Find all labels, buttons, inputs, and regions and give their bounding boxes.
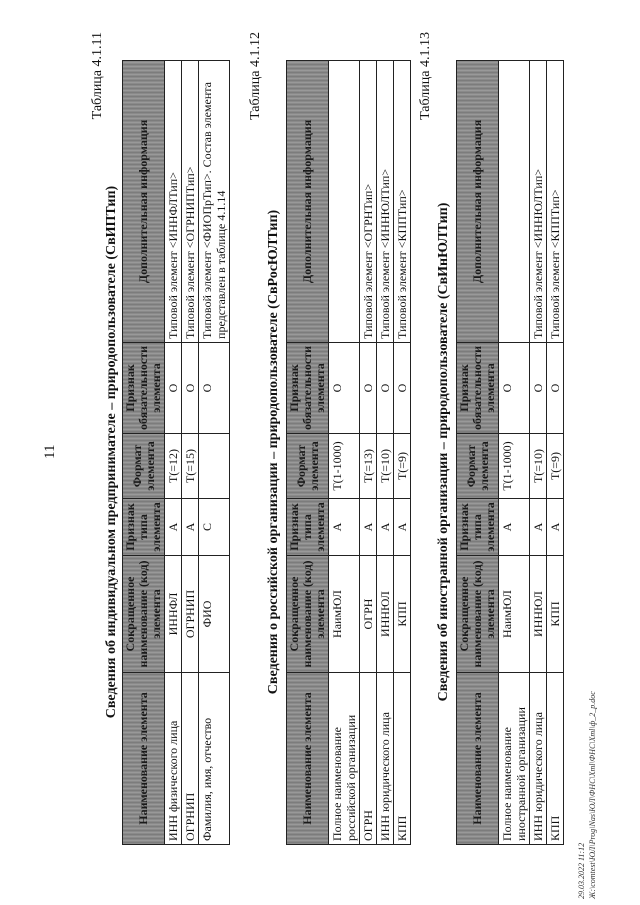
cell: О <box>499 342 530 433</box>
table-header-row <box>457 60 499 844</box>
table-label: Таблица 4.1.13 <box>418 32 433 120</box>
cell: А <box>394 499 411 556</box>
table-header-row <box>287 60 329 844</box>
table-row <box>530 60 547 844</box>
cell: О <box>165 342 182 433</box>
header-cell: Признак обязательности элемента <box>123 342 165 433</box>
cell <box>199 434 230 499</box>
header-cell: Признак обязательности элемента <box>457 342 499 433</box>
cell: А <box>329 499 360 556</box>
cell: T(=9) <box>394 434 411 499</box>
cell: С <box>199 499 230 556</box>
cell <box>329 60 360 342</box>
table-title: Сведения об иностранной организации – природопользователе (СвИнЮЛТип) <box>436 202 451 702</box>
cell: Типовой элемент <ИННФЛТип> <box>165 60 182 342</box>
header-cell: Сокращенное наименование (код) элемента <box>457 556 499 673</box>
cell: О <box>360 342 377 433</box>
cell: T(=13) <box>360 434 377 499</box>
cell: А <box>499 499 530 556</box>
table-4-1-13 <box>456 60 564 845</box>
cell: ФИО <box>199 556 230 673</box>
cell: T(=9) <box>547 434 564 499</box>
header-cell: Дополнительная информация <box>457 60 499 342</box>
header-cell: Признак типа элемента <box>457 499 499 556</box>
table-row <box>394 60 411 844</box>
cell: T(1-1000) <box>329 434 360 499</box>
cell: T(1-1000) <box>499 434 530 499</box>
cell: T(=12) <box>165 434 182 499</box>
cell: T(=15) <box>182 434 199 499</box>
cell: Фамилия, имя, отчество <box>199 673 230 845</box>
header-cell: Признак обязательности элемента <box>287 342 329 433</box>
cell: Полное наименование иностранной организации <box>499 673 530 845</box>
cell: ИНН юридического лица <box>377 673 394 845</box>
cell: ОГРНИП <box>182 556 199 673</box>
cell: А <box>182 499 199 556</box>
header-cell: Сокращенное наименование (код) элемента <box>123 556 165 673</box>
cell: КПП <box>547 556 564 673</box>
cell: Типовой элемент <ИННЮЛТип> <box>530 60 547 342</box>
table-row <box>165 60 182 844</box>
cell: Полное наименование российской организации <box>329 673 360 845</box>
cell: О <box>182 342 199 433</box>
header-cell: Формат элемента <box>457 434 499 499</box>
cell: Типовой элемент <ФИОПрТип>. Состав элемента представлен в таблице 4.1.14 <box>199 60 230 342</box>
cell: Типовой элемент <КППТип> <box>547 60 564 342</box>
cell: НаимЮЛ <box>499 556 530 673</box>
header-cell: Наименование элемента <box>123 673 165 845</box>
table-title: Сведения об индивидуальном предпринимателе – природопользователе (СвИПТип) <box>104 185 119 719</box>
cell: А <box>165 499 182 556</box>
footer-note-line: Ж:\comtest\ЮЛ\Prog\Nas\ЮЛ\ФНС\Xml\ФНС\Xml\ф_2_p.doc <box>588 691 597 899</box>
cell: А <box>377 499 394 556</box>
table-4-1-11 <box>122 60 230 845</box>
cell: КПП <box>394 673 411 845</box>
cell: А <box>360 499 377 556</box>
table-row <box>377 60 394 844</box>
cell: О <box>394 342 411 433</box>
cell: А <box>530 499 547 556</box>
table-row <box>547 60 564 844</box>
header-cell: Формат элемента <box>287 434 329 499</box>
cell: О <box>329 342 360 433</box>
cell: T(=10) <box>530 434 547 499</box>
cell: Типовой элемент <КППТип> <box>394 60 411 342</box>
cell: КПП <box>394 556 411 673</box>
header-cell: Формат элемента <box>123 434 165 499</box>
table-title: Сведения о российской организации – природопользователе (СвРосЮЛТип) <box>266 209 281 695</box>
table-row <box>329 60 360 844</box>
table-row <box>199 60 230 844</box>
footer-note-line: 29.03.2022 11:12 <box>577 842 586 899</box>
page-number: 11 <box>42 444 58 459</box>
header-cell: Дополнительная информация <box>287 60 329 342</box>
cell: Типовой элемент <ОГРНТип> <box>360 60 377 342</box>
header-cell: Дополнительная информация <box>123 60 165 342</box>
footer-note <box>576 691 598 899</box>
cell: ОГРН <box>360 556 377 673</box>
cell: ОГРНИП <box>182 673 199 845</box>
cell: О <box>547 342 564 433</box>
cell: Типовой элемент <ИННЮЛТип> <box>377 60 394 342</box>
cell: О <box>530 342 547 433</box>
cell: КПП <box>547 673 564 845</box>
table-label: Таблица 4.1.11 <box>90 32 105 120</box>
cell: НаимЮЛ <box>329 556 360 673</box>
cell: О <box>377 342 394 433</box>
cell: ИННФЛ <box>165 556 182 673</box>
header-cell: Наименование элемента <box>457 673 499 845</box>
table-4-1-12 <box>286 60 411 845</box>
table-row <box>499 60 530 844</box>
header-cell: Признак типа элемента <box>287 499 329 556</box>
cell: ИНН физического лица <box>165 673 182 845</box>
cell <box>499 60 530 342</box>
table-row <box>182 60 199 844</box>
cell: ИНН юридического лица <box>530 673 547 845</box>
cell: T(=10) <box>377 434 394 499</box>
header-cell: Наименование элемента <box>287 673 329 845</box>
cell: ИННЮЛ <box>377 556 394 673</box>
table-header-row <box>123 60 165 844</box>
cell: ИННЮЛ <box>530 556 547 673</box>
cell: О <box>199 342 230 433</box>
cell: ОГРН <box>360 673 377 845</box>
header-cell: Признак типа элемента <box>123 499 165 556</box>
cell: Типовой элемент <ОГРНИПТип> <box>182 60 199 342</box>
cell: А <box>547 499 564 556</box>
header-cell: Сокращенное наименование (код) элемента <box>287 556 329 673</box>
table-row <box>360 60 377 844</box>
table-label: Таблица 4.1.12 <box>248 32 263 120</box>
